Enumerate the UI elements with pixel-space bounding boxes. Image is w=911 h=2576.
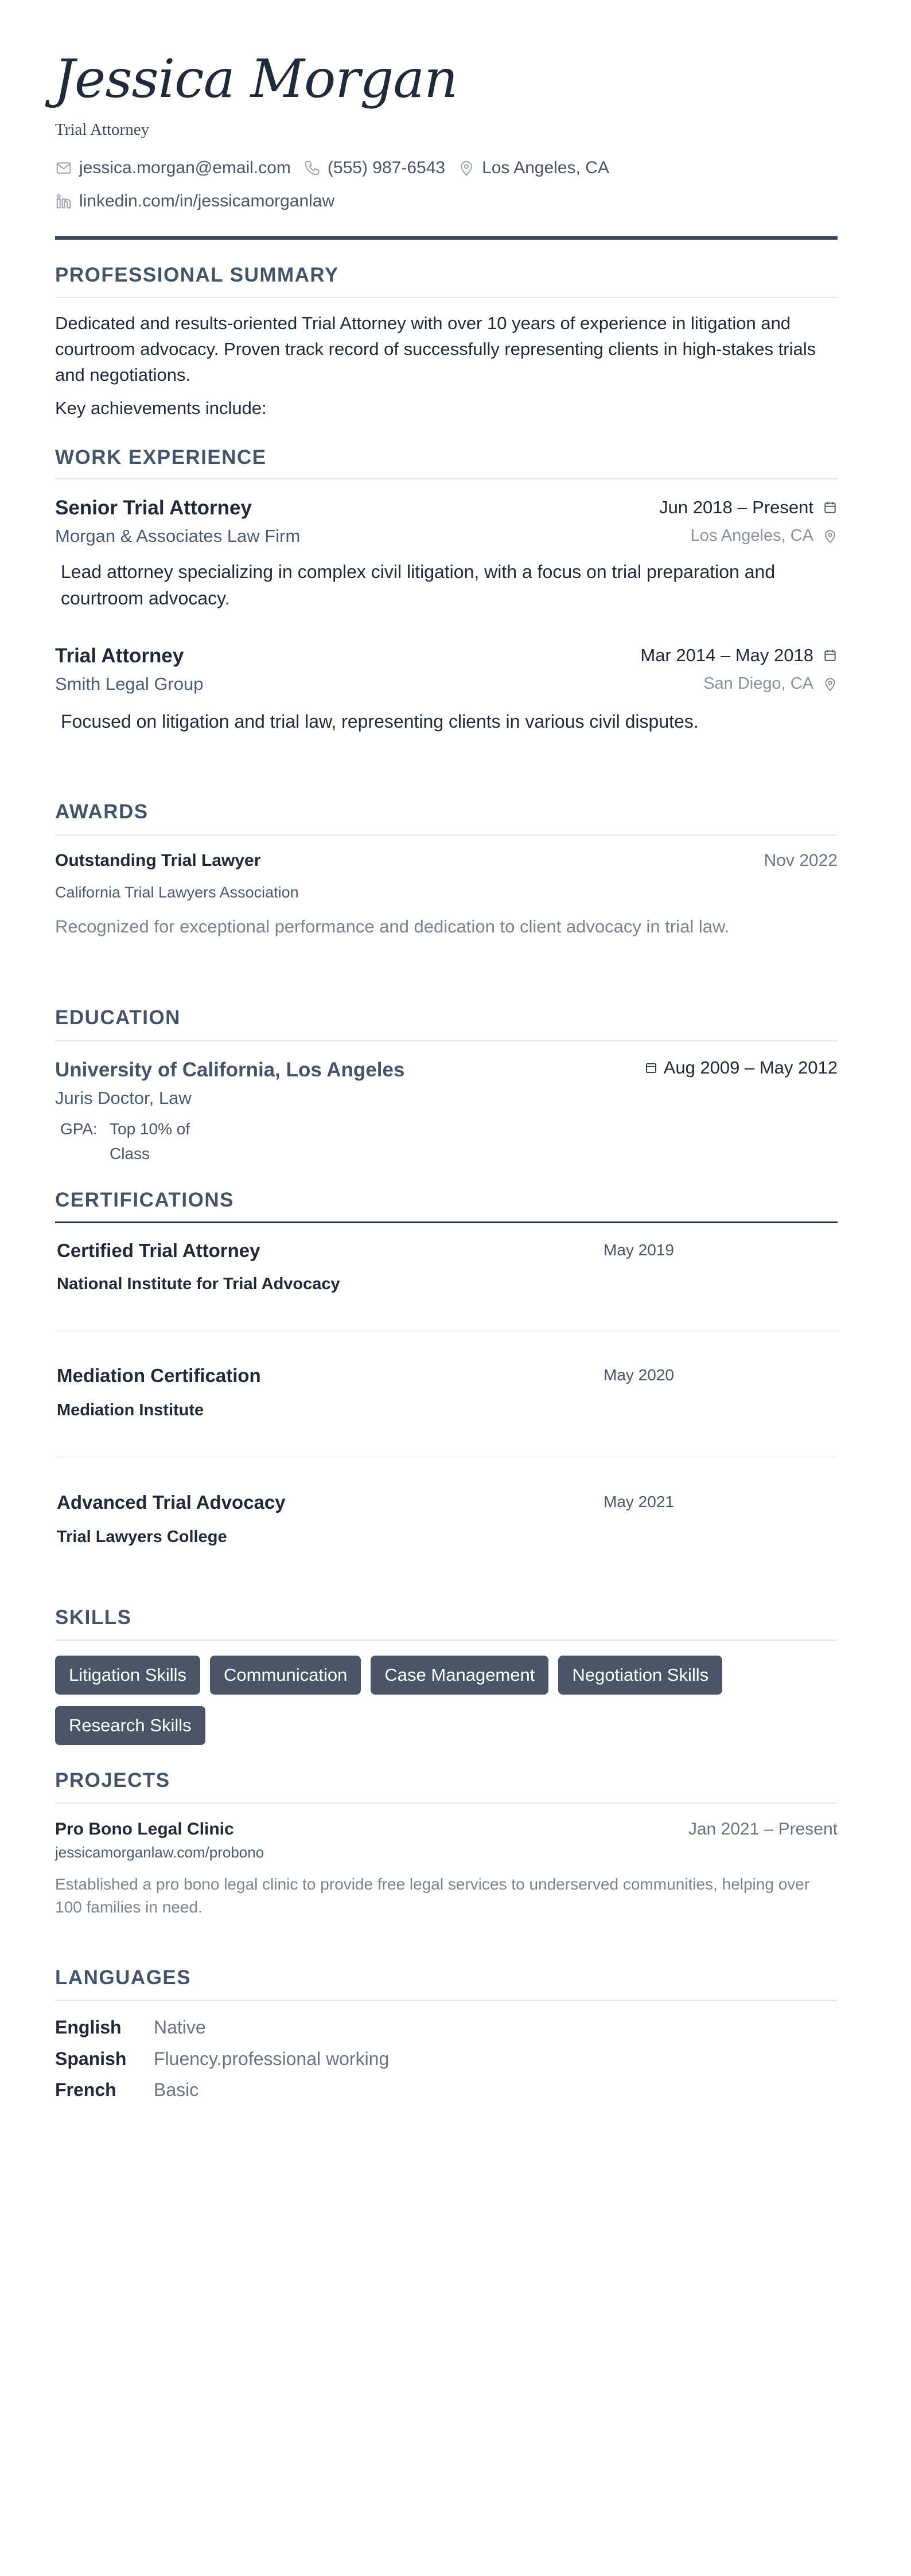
summary-achievements-intro: Key achievements include:: [55, 398, 267, 418]
education-degree: Juris Doctor, Law: [55, 1088, 192, 1108]
candidate-title: Trial Attorney: [55, 120, 150, 139]
section-rule-dark: [55, 1221, 838, 1223]
cert-date: May 2021: [604, 1493, 674, 1511]
email-text: jessica.morgan@email.com: [79, 158, 291, 177]
skill-chip: Litigation Skills: [55, 1656, 200, 1695]
section-rule: [55, 2000, 838, 2001]
section-heading-languages: LANGUAGES: [55, 1966, 192, 1989]
cert-date: May 2019: [604, 1241, 674, 1259]
skill-chip: Negotiation Skills: [558, 1656, 722, 1695]
job-location: [703, 676, 838, 692]
job-dates: [640, 646, 838, 664]
location-pin-icon: [823, 677, 838, 692]
job-dates-text: Jun 2018 – Present: [659, 497, 813, 517]
project-title: Pro Bono Legal Clinic: [55, 1820, 234, 1839]
section-rule: [55, 834, 838, 836]
skill-chip: Communication: [210, 1656, 361, 1695]
section-heading-skills: SKILLS: [55, 1606, 132, 1629]
contact-phone[interactable]: [303, 158, 445, 178]
section-heading-projects: PROJECTS: [55, 1769, 170, 1792]
contact-location: [458, 158, 609, 178]
job-company: Smith Legal Group: [55, 674, 204, 694]
section-heading-experience: WORK EXPERIENCE: [55, 446, 267, 469]
language-row: [55, 2081, 198, 2099]
section-rule: [55, 1640, 838, 1641]
education-school: University of California, Los Angeles: [55, 1059, 405, 1081]
job-description: Focused on litigation and trial law, representing clients in various civil disputes.: [61, 711, 699, 732]
candidate-name: Jessica Morgan: [54, 48, 458, 110]
calendar-icon: [644, 1061, 658, 1075]
job-title: Trial Attorney: [55, 645, 184, 667]
job-dates-text: Mar 2014 – May 2018: [640, 645, 813, 665]
cert-title: Mediation Certification: [57, 1365, 261, 1386]
award-organization: California Trial Lawyers Association: [55, 884, 299, 901]
job-company: Morgan & Associates Law Firm: [55, 526, 301, 546]
calendar-icon: [823, 648, 838, 663]
cert-date: May 2020: [604, 1366, 674, 1384]
linkedin-text: linkedin.com/in/jessicamorganlaw: [79, 192, 335, 210]
section-rule: [55, 478, 838, 479]
project-url[interactable]: jessicamorganlaw.com/probono: [55, 1844, 264, 1861]
section-rule: [55, 297, 838, 298]
language-name: English: [55, 2017, 122, 2038]
language-row: [55, 2018, 206, 2036]
job-location-text: Los Angeles, CA: [690, 526, 813, 545]
job-location: [691, 528, 838, 544]
section-rule: [55, 1040, 838, 1041]
education-dates-text: Aug 2009 – May 2012: [663, 1057, 838, 1078]
language-level: Fluency.professional working: [154, 2048, 390, 2069]
project-dates: Jan 2021 – Present: [688, 1820, 838, 1839]
language-name: Spanish: [55, 2048, 127, 2069]
cert-title: Advanced Trial Advocacy: [57, 1492, 286, 1513]
section-heading-awards: AWARDS: [55, 801, 149, 823]
language-level: Basic: [154, 2079, 199, 2100]
language-level: Native: [154, 2017, 206, 2038]
header-divider: [55, 236, 838, 240]
cert-divider: [57, 1330, 838, 1332]
calendar-icon: [823, 500, 838, 515]
location-text: Los Angeles, CA: [482, 158, 609, 177]
phone-text: (555) 987-6543: [327, 158, 446, 177]
summary-text: Dedicated and results-oriented Trial Attorney with over 10 years of experience in litigation and courtroom advocacy. Proven track record of successfully representing clients in high-stakes trials and negotiations.: [55, 313, 816, 385]
contact-row-primary: [55, 158, 622, 178]
award-title: Outstanding Trial Lawyer: [55, 851, 261, 870]
section-heading-summary: PROFESSIONAL SUMMARY: [55, 264, 339, 286]
linkedin-icon: [55, 193, 72, 210]
section-heading-education: EDUCATION: [55, 1006, 181, 1029]
location-pin-icon: [823, 529, 838, 544]
language-row: [55, 2050, 389, 2068]
award-description: Recognized for exceptional performance and dedication to client advocacy in trial law.: [55, 916, 730, 936]
language-name: French: [55, 2079, 116, 2100]
cert-divider: [57, 1457, 838, 1458]
cert-issuer: National Institute for Trial Advocacy: [57, 1275, 340, 1293]
job-description: Lead attorney specializing in complex civil litigation, with a focus on trial preparation and courtroom advocacy.: [61, 561, 776, 608]
cert-title: Certified Trial Attorney: [57, 1240, 260, 1261]
skill-chip: Research Skills: [55, 1706, 205, 1745]
gpa-value: Top 10% of Class: [110, 1120, 190, 1162]
job-title: Senior Trial Attorney: [55, 497, 252, 519]
education-dates: [644, 1059, 838, 1076]
job-dates: [659, 498, 838, 516]
skills-list: [55, 1656, 838, 1745]
section-rule: [55, 1802, 838, 1804]
phone-icon: [303, 159, 321, 177]
contact-linkedin[interactable]: [55, 192, 334, 211]
project-description: Established a pro bono legal clinic to provide free legal services to underserved communities, helping over 100 families in need.: [55, 1875, 810, 1916]
job-location-text: San Diego, CA: [703, 674, 813, 693]
skill-chip: Case Management: [371, 1656, 548, 1695]
mail-icon: [55, 159, 72, 177]
contact-row-secondary: [55, 192, 347, 211]
cert-issuer: Trial Lawyers College: [57, 1528, 227, 1546]
section-heading-certifications: CERTIFICATIONS: [55, 1189, 235, 1211]
cert-issuer: Mediation Institute: [57, 1401, 204, 1419]
contact-email[interactable]: [55, 158, 291, 178]
location-pin-icon: [458, 159, 475, 177]
gpa-label: GPA:: [60, 1120, 98, 1138]
award-date: Nov 2022: [764, 851, 838, 870]
